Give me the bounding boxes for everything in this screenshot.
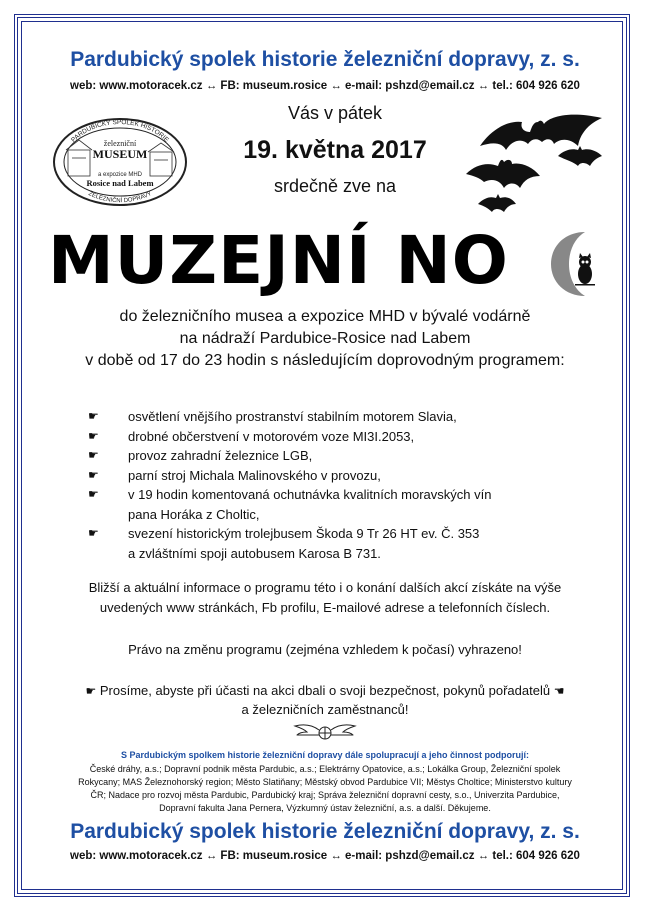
program-item [88, 524, 588, 563]
please-line2: a železničních zaměstnanců! [241, 702, 409, 717]
program-item [88, 427, 588, 447]
logo-line2: MUSEUM [92, 147, 148, 161]
program-item-text: provoz zahradní železnice LGB, [128, 448, 313, 463]
venue-line3: v době od 17 do 23 hodin s následujícím doprovodným programem: [85, 352, 565, 369]
info-line2: uvedených www stránkách, Fb profilu, E-mailové adrese a telefonních číslech. [99, 600, 551, 615]
program-item-text: osvětlení vnějšího prostranství stabilním motorem Slavia, [128, 409, 457, 424]
program-item-text: svezení historickým trolejbusem Škoda 9 Tr 26 HT ev. Č. 353 [128, 526, 480, 541]
logo-line4: Rosice nad Labem [86, 178, 154, 188]
venue-line1: do železničního musea a expozice MHD v bývalé vodárně [119, 308, 531, 325]
info-line1: Bližší a aktuální informace o programu této i o konání dalších akcí získáte na výše [88, 580, 562, 595]
invite-date: 19. května 2017 [243, 136, 427, 164]
bat-icon [478, 194, 516, 212]
owl-icon [575, 253, 595, 286]
bats-illustration [462, 98, 612, 216]
program-item-text: drobné občerstvení v motorovém voze MI3I.2053, [128, 428, 415, 444]
header-contact: web: www.motoracek.cz ↔ FB: museum.rosice ↔ e-mail: pshzd@email.cz ↔ tel.: 604 926 620 [70, 80, 580, 92]
program-item [88, 485, 588, 524]
program-item-text: parní stroj Michala Malinovského v provozu, [128, 467, 381, 483]
header-org-title: Pardubický spolek historie železniční dopravy, z. s. [70, 48, 580, 71]
bat-icon [466, 160, 540, 188]
program-item [88, 446, 588, 466]
logo-line3: a expozice MHD [97, 172, 143, 178]
footer-contact: web: www.motoracek.cz ↔ FB: museum.rosice ↔ e-mail: pshzd@email.cz ↔ tel.: 604 926 620 [70, 850, 580, 862]
pointing-hand-icon: ☛ [85, 684, 97, 698]
program-item [88, 466, 588, 486]
pointing-hand-icon: ☛ [88, 448, 99, 462]
logo-bottom-text: ŽELEZNIČNÍ DOPRAVY [87, 191, 153, 205]
invite-line3: srdečně zve na [273, 176, 397, 196]
winged-wheel-icon [293, 720, 357, 746]
logo-arc-text: PARDUBICKÝ SPOLEK HISTORIE [70, 118, 170, 144]
please-text: Prosíme, abyste při účasti na akci dbali o svoji bezpečnost, pokynů pořadatelů [99, 683, 551, 698]
program-item [88, 407, 588, 427]
pointing-hand-icon: ☛ [88, 487, 99, 501]
info-change: Právo na změnu programu (zejména vzhledem k počasí) vyhrazeno! [128, 642, 522, 657]
pointing-hand-icon: ☛ [88, 467, 99, 482]
bat-icon [480, 115, 602, 150]
pointing-hand-left-icon: ☚ [553, 684, 565, 698]
invite-line1: Vás v pátek [287, 103, 383, 123]
event-title: MUZEJNÍ NO [48, 222, 509, 299]
logo-line1: železniční [103, 139, 137, 148]
partners-heading: S Pardubickým spolkem historie železniční dopravy dále spolupracují a jeho činnost podporují: [120, 750, 530, 760]
pointing-hand-icon: ☛ [88, 409, 99, 423]
moon-owl-illustration [545, 226, 617, 302]
footer-org-title: Pardubický spolek historie železniční dopravy, z. s. [70, 820, 580, 843]
bat-icon [558, 146, 602, 166]
venue-line2: na nádraží Pardubice-Rosice nad Labem [179, 330, 471, 347]
pointing-hand-icon: ☛ [88, 526, 99, 540]
program-item-text: v 19 hodin komentovaná ochutnávka kvalitních moravských vín [128, 487, 492, 502]
please-line1 [55, 681, 595, 701]
partners-line2: Rokycany; MAS Železnohorský region; Město Slatiňany; Městský obvod Pardubice VII; Městys Choltice; Ministerstvo kultury [78, 777, 572, 787]
pointing-hand-icon: ☛ [88, 428, 99, 443]
program-item-text-cont: a zvláštními spoji autobusem Karosa B 731. [128, 545, 381, 561]
program-item-text-cont: pana Horáka z Choltic, [128, 506, 260, 522]
program-list [88, 407, 588, 563]
partners-line4: Dopravní fakulta Jana Pernera, Výzkumný ústav železniční, a.s. a další. Děkujeme. [159, 803, 491, 813]
partners-line1: České dráhy, a.s.; Dopravní podnik města Pardubic, a.s.; Elektrárny Opatovice, a.s.; Lokálka Group, Železniční spolek [89, 764, 561, 774]
partners-line3: ČR; Nadace pro rozvoj města Pardubic, Pardubický kraj; Správa železniční dopravní cesty, s.o., Univerzita Pardubice, [90, 790, 560, 800]
